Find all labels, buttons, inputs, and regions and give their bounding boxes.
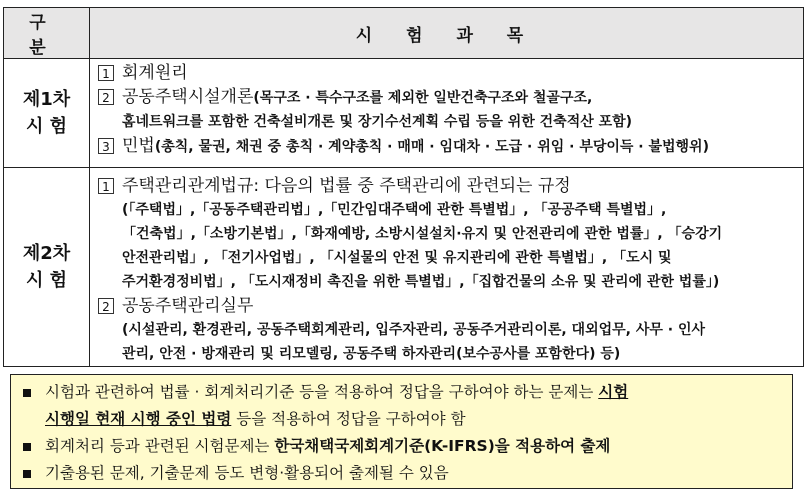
subject-title: 민법 xyxy=(122,136,155,156)
square-bullet-icon xyxy=(23,389,31,397)
square-bullet-icon xyxy=(23,470,31,478)
item-number: 1 xyxy=(98,65,114,81)
table-row xyxy=(4,59,804,168)
notice-emphasis: 한국채택국제회계기준(K-IFRS)을 적용하여 출제 xyxy=(274,437,611,455)
table-header-row xyxy=(4,8,804,59)
notice-emphasis: 시행일 현재 시행 중인 법령 xyxy=(45,410,232,428)
notice-item xyxy=(23,379,780,406)
law-line: 안전관리법」, 「전기사업법」, 「시설물의 안전 및 유지관리에 관한 특별법」, 「도시 및 xyxy=(122,250,672,266)
subject-title: 회계원리 xyxy=(122,63,188,83)
notice-text: 시험과 관련하여 법률 · 회계처리기준 등을 적용하여 정답을 구하여야 하는 문제는 xyxy=(45,383,599,401)
notice-text: 등을 적용하여 정답을 구하여야 함 xyxy=(231,410,466,428)
square-bullet-icon xyxy=(23,443,31,451)
header-category: 구 분 xyxy=(4,8,90,59)
item-number: 2 xyxy=(98,89,114,105)
law-line: 「건축법」,「소방기본법」,「화재예방, 소방시설설치·유지 및 안전관리에 관한 법률」, 「승강기 xyxy=(122,226,723,242)
subject-title: 공동주택시설개론 xyxy=(122,87,254,107)
notice-item xyxy=(23,433,780,460)
header-subjects: 시 험 과 목 xyxy=(90,8,804,59)
notice-item-continued xyxy=(23,406,780,433)
table-row xyxy=(4,168,804,367)
subject-detail: (총칙, 물권, 채권 중 총칙 · 계약총칙 · 매매 · 임대차 · 도급 · 위임 · 부당이득 · 불법행위) xyxy=(154,139,709,155)
subject-title: 공동주택관리실무 xyxy=(122,296,254,316)
notice-emphasis: 시험 xyxy=(598,383,629,401)
row-label-first-exam xyxy=(4,59,90,168)
law-line: (시설관리, 환경관리, 공동주택회계관리, 입주자관리, 공동주거관리이론, 대외업무, 사무 · 인사 xyxy=(122,322,706,338)
subject-cell xyxy=(90,168,804,367)
subject-detail: 홈네트워크를 포함한 건축설비개론 및 장기수선계획 수립 등을 위한 건축적산 포함) xyxy=(122,114,633,130)
subject-item xyxy=(98,134,803,159)
notice-text: 회계처리 등과 관련된 시험문제는 xyxy=(45,437,275,455)
notice-box xyxy=(10,374,793,489)
item-number: 1 xyxy=(98,178,114,194)
row-label-line: 제2차 xyxy=(22,243,71,264)
subject-item xyxy=(98,294,803,318)
subject-item xyxy=(98,61,803,85)
subject-detail: (목구조 · 특수구조를 제외한 일반건축구조와 철골구조, xyxy=(253,90,593,106)
law-line: (「주택법」,「공동주택관리법」,「민간임대주택에 관한 특별법」, 「공공주택 특별법」, xyxy=(122,202,667,218)
notice-text: 기출용된 문제, 기출문제 등도 변형·활용되어 출제될 수 있음 xyxy=(45,464,449,482)
subject-title: 주택관리관계법규: 다음의 법률 중 주택관리에 관련되는 규정 xyxy=(122,176,571,196)
subject-item xyxy=(98,85,803,110)
item-number: 3 xyxy=(98,138,114,154)
row-label-second-exam xyxy=(4,168,90,367)
subject-cell xyxy=(90,59,804,168)
law-line: 관리, 안전 · 방재관리 및 리모델링, 공동주택 하자관리(보수공사를 포함한다) 등) xyxy=(122,346,621,362)
item-number: 2 xyxy=(98,298,114,314)
law-line: 주거환경정비법」, 「도시재정비 촉진을 위한 특별법」,「집합건물의 소유 및 관리에 관한 법률」) xyxy=(122,274,720,290)
row-label-line: 시 험 xyxy=(25,270,68,291)
row-label-line: 시 험 xyxy=(25,116,68,137)
notice-item xyxy=(23,460,780,487)
subject-item xyxy=(98,174,803,198)
exam-subjects-table xyxy=(3,7,804,367)
row-label-line: 제1차 xyxy=(22,89,71,110)
